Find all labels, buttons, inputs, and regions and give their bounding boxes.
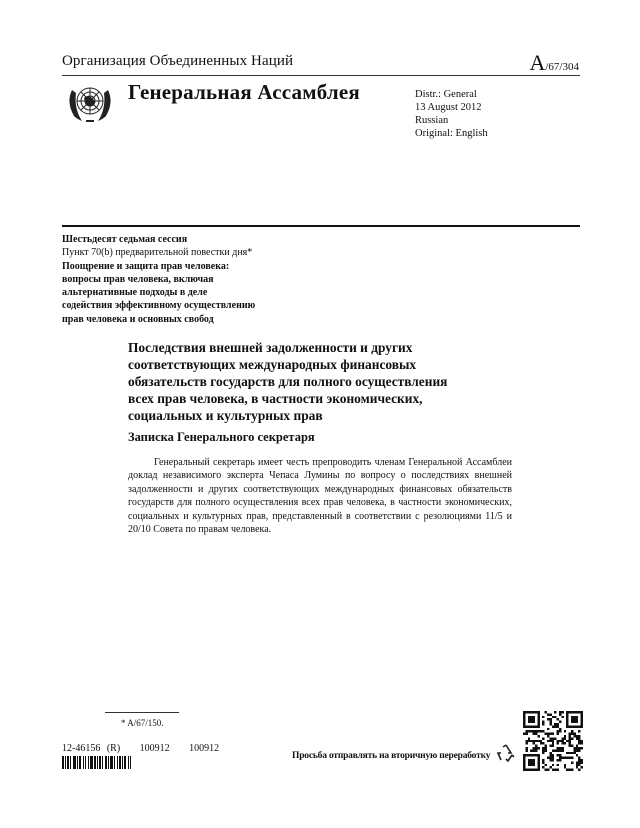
agenda-title-line: Поощрение и защита прав человека: <box>62 260 230 272</box>
qr-code-icon <box>523 710 583 772</box>
date-code-2: 100912 <box>189 743 220 754</box>
symbol-prefix: A <box>529 50 546 75</box>
title-line: обязательств государств для полного осуществления <box>128 374 448 389</box>
note-title: Записка Генерального секретаря <box>128 430 315 444</box>
job-number: 12-46156 (R) <box>62 743 121 754</box>
distr-line: Distr.: General <box>415 89 477 100</box>
language-line: Russian <box>415 115 449 126</box>
agenda-title-line: содействия эффективному осуществлению <box>62 300 256 312</box>
distribution-block <box>415 88 488 140</box>
recycle-notice: Просьба отправлять на вторичную переработку <box>292 751 491 761</box>
un-emblem-icon <box>64 80 116 124</box>
date-code-1: 100912 <box>139 743 170 754</box>
document-title <box>128 339 528 424</box>
agenda-item: Пункт 70(b) предварительной повестки дня* <box>62 247 253 259</box>
body-paragraph: Генеральный секретарь имеет честь препроводить членам Генеральной Ассамблеи доклад независимого эксперта Чепаса Лумины по вопросу о последствиях внешней задолженности и других соответствующих международных финансовых обязательств государств для полного осуществления всех прав человека, в частности экономических, социальных и культурных прав, представленный в соответствии с резолюциями 11/5 и 20/10 Совета по правам человека. <box>128 457 512 536</box>
organization-name: Организация Объединенных Наций <box>62 53 294 69</box>
header-rule <box>62 75 580 76</box>
symbol-suffix: /67/304 <box>545 61 579 73</box>
footnote: * A/67/150. <box>121 718 164 728</box>
agenda-title-line: прав человека и основных свобод <box>62 313 214 325</box>
barcode-icon <box>62 756 174 769</box>
session-name: Шестьдесят седьмая сессия <box>62 234 188 245</box>
footnote-rule <box>105 712 179 713</box>
document-symbol <box>529 50 579 76</box>
agenda-title-line: вопросы прав человека, включая <box>62 273 214 285</box>
title-line: Последствия внешней задолженности и других <box>128 340 413 355</box>
body-title: Генеральная Ассамблея <box>128 80 360 104</box>
date-line: 13 August 2012 <box>415 102 482 113</box>
session-block <box>62 233 342 326</box>
title-line: всех прав человека, в частности экономических, <box>128 391 423 406</box>
job-number-line <box>62 743 219 754</box>
section-rule <box>62 225 580 227</box>
recycle-icon <box>495 742 517 764</box>
title-line: социальных и культурных прав <box>128 408 323 423</box>
title-line: соответствующих международных финансовых <box>128 357 417 372</box>
agenda-title-line: альтернативные подходы в деле <box>62 287 208 299</box>
original-line: Original: English <box>415 128 488 139</box>
